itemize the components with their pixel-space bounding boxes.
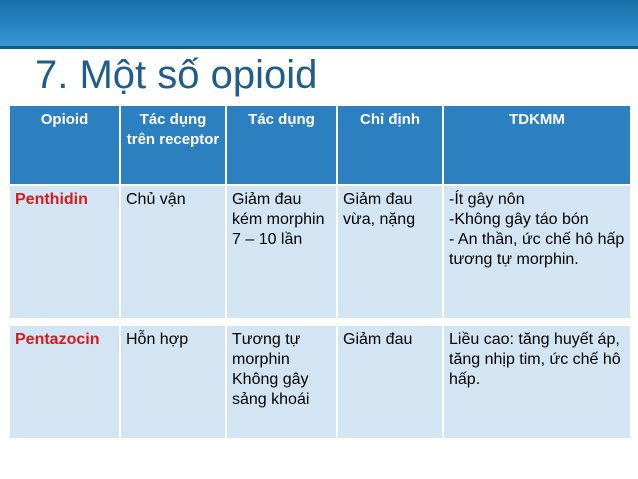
slide-title: 7. Một số opioid: [35, 53, 318, 97]
opioid-table-continued: [8, 324, 632, 440]
table-row: [9, 325, 631, 439]
adverse-line: - An thần, ức chế hô hấp tương tự morphin.: [449, 231, 625, 268]
effect-line: Tương tự morphin: [232, 331, 301, 368]
header-indication: Chỉ định: [337, 105, 443, 185]
top-banner: [0, 0, 638, 46]
receptor-cell: Chủ vận: [120, 185, 226, 319]
header-adverse-effects: TDKMM: [443, 105, 631, 185]
adverse-line: -Ít gây nôn: [449, 191, 525, 208]
receptor-cell: Hỗn hợp: [120, 325, 226, 439]
effect-cell: [226, 325, 337, 439]
header-effect: Tác dụng: [226, 105, 337, 185]
header-receptor-effect: Tác dụng trên receptor: [120, 105, 226, 185]
header-opioid: Opioid: [9, 105, 120, 185]
indication-cell: Giảm đau: [337, 325, 443, 439]
table-header-row: [9, 105, 631, 185]
drug-name-cell: Penthidin: [9, 185, 120, 319]
drug-name-cell: Pentazocin: [9, 325, 120, 439]
adverse-effects-cell: Liều cao: tăng huyết áp, tăng nhịp tim, ức chế hô hấp.: [443, 325, 631, 439]
effect-line: Không gây sảng khoái: [232, 371, 310, 408]
opioid-table: [8, 104, 632, 320]
adverse-line: -Không gây táo bón: [449, 211, 589, 228]
adverse-effects-cell: [443, 185, 631, 319]
table-row: [9, 185, 631, 319]
effect-cell: Giảm đau kém morphin 7 – 10 lần: [226, 185, 337, 319]
indication-cell: Giảm đau vừa, nặng: [337, 185, 443, 319]
